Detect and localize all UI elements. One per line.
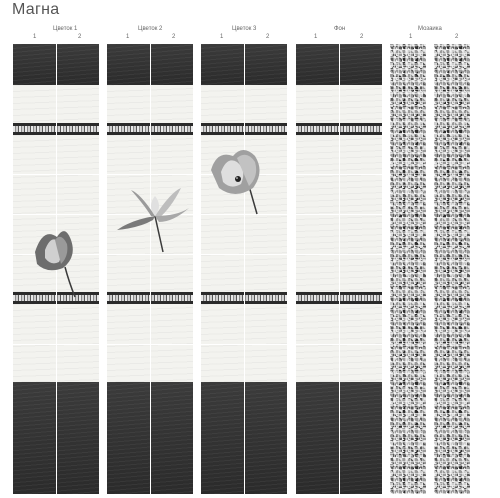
column-2-num-1: 1 — [126, 34, 130, 40]
column-3-num-2: 2 — [266, 34, 270, 40]
tile-panel-tsvetok-2 — [107, 44, 193, 494]
column-5-num-2: 2 — [455, 34, 459, 40]
column-2-num-2: 2 — [172, 34, 176, 40]
lily-flower-icon — [111, 186, 191, 256]
mosaic-strip-1 — [390, 44, 426, 494]
column-4-num-1: 1 — [314, 34, 318, 40]
column-label-tsvetok-3: Цветок 3 — [232, 26, 257, 32]
column-label-tsvetok-2: Цветок 2 — [138, 26, 163, 32]
column-4-num-2: 2 — [360, 34, 364, 40]
column-label-mozaika: Мозаика — [418, 26, 442, 32]
tile-panel-fon — [296, 44, 382, 494]
tile-panel-tsvetok-1 — [13, 44, 99, 494]
column-1-num-2: 2 — [78, 34, 82, 40]
page-title: Магна — [12, 1, 60, 18]
column-1-num-1: 1 — [33, 34, 37, 40]
tulip-flower-icon — [25, 222, 85, 302]
tile-panel-tsvetok-3 — [201, 44, 287, 494]
column-5-num-1: 1 — [409, 34, 413, 40]
mosaic-strip-2 — [434, 44, 470, 494]
column-label-tsvetok-1: Цветок 1 — [53, 26, 78, 32]
column-label-fon: Фон — [334, 26, 346, 32]
tulip-ladybug-icon — [207, 144, 269, 216]
column-3-num-1: 1 — [220, 34, 224, 40]
tile-panel-mozaika — [390, 44, 476, 494]
